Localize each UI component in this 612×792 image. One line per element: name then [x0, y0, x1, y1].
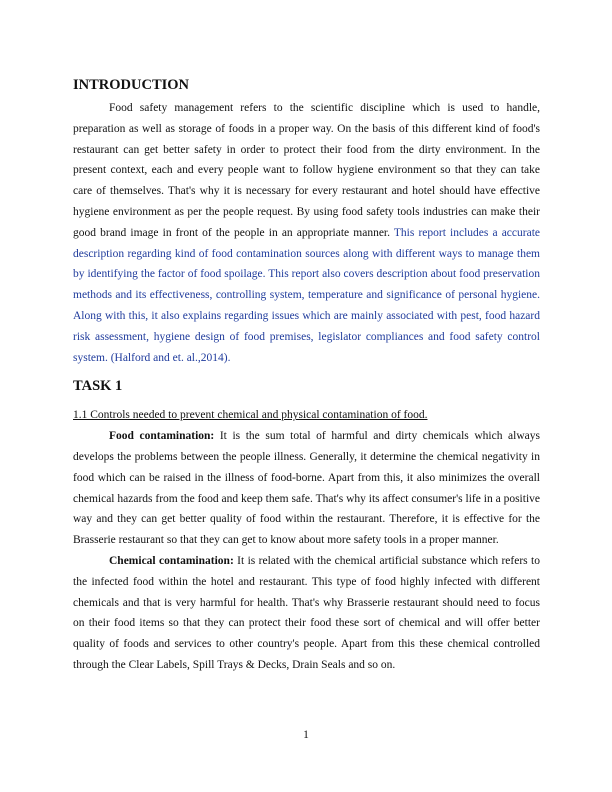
food-contamination-text: It is the sum total of harmful and dirty chemicals which always develops the problems between the people illness. Generally, it determine the chemical negativity in food which can be raised in the illness of food-borne. Apart from this, it also minimizes the overall chemical hazards from the food and keep them safe. That's why its affect consumer's life in a positive way and they can get better quality of food within the restaurant. Therefore, it is effective for the Brasserie restaurant so that they can get to know about more safety tools in a proper manner.	[73, 430, 540, 547]
food-contamination-term: Food contamination:	[109, 430, 215, 443]
introduction-highlighted-text: This report includes a accurate description regarding kind of food contamination sources along with different ways to manage them by identifying the factor of food spoilage. This report also covers description about food preservation methods and its effectiveness, controlling system, temperature and significance of personal hygiene. Along with this, it also explains regarding issues which are mainly associated with pest, food hazard risk assessment, hygiene design of food premises, legislator compliances and food safety control system. (Halford and et. al.,2014).	[73, 226, 540, 364]
task1-subheading: 1.1 Controls needed to prevent chemical and physical contamination of food.	[73, 409, 428, 422]
page-number: 1	[303, 729, 309, 741]
task1-heading: TASK 1	[73, 378, 123, 395]
document-page	[73, 76, 540, 676]
chemical-contamination-text: It is related with the chemical artificial substance which refers to the infected food within the hotel and restaurant. This type of food highly infected with different chemicals and that is very harmful for health. That's why Brasserie restaurant should need to focus on their food items so that they can protect their food these sort of chemical and will offer better quality of foods and services to other country's people. Apart from this these chemical controlled through the Clear Labels, Spill Trays & Decks, Drain Seals and so on.	[73, 554, 540, 671]
chemical-contamination-term: Chemical contamination:	[109, 554, 234, 567]
introduction-paragraph	[73, 98, 540, 368]
introduction-heading: INTRODUCTION	[73, 77, 190, 93]
introduction-text: Food safety management refers to the scientific discipline which is used to handle, preparation as well as storage of foods in a proper way. On the basis of this different kind of food's restaurant can get better safety in order to protect their food from the dirty environment. In the present context, each and every people want to follow hygiene environment so that they can take care of themselves. That's why it is necessary for every restaurant and hotel should have effective hygiene environment as per the people request. By using food safety tools industries can make their good brand image in front of the people in an appropriate manner.	[73, 102, 540, 239]
food-contamination-paragraph	[73, 426, 540, 551]
chemical-contamination-paragraph	[73, 551, 540, 676]
